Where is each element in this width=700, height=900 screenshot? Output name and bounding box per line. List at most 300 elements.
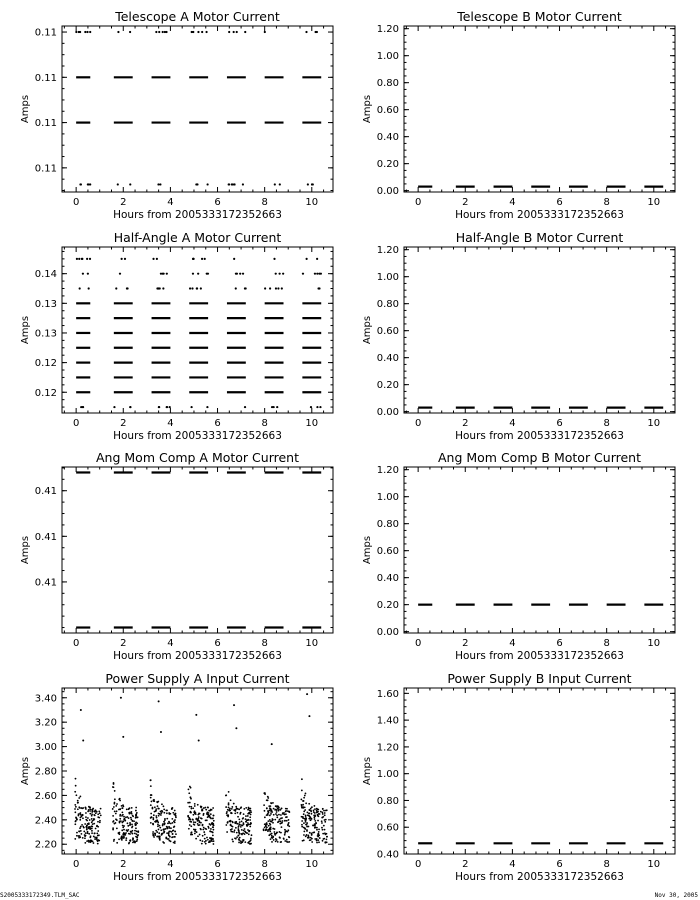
data-point [124,833,126,835]
data-point [271,837,273,839]
data-point [238,835,240,837]
data-point [82,273,84,275]
data-point [99,821,101,823]
data-point [131,830,133,832]
y-tick-label: 1.20 [376,742,399,754]
data-point [94,838,96,840]
data-point [202,809,204,811]
data-point [155,810,157,812]
data-point [158,406,160,408]
data-point [317,287,319,289]
data-point [275,838,277,840]
data-point [86,258,88,260]
data-point [77,808,79,810]
y-tick-label: 0.11 [34,27,57,39]
data-point [204,838,206,840]
data-point [301,778,303,780]
data-point [74,838,76,840]
data-point [86,825,88,827]
data-point [226,831,228,833]
data-point [208,810,210,812]
data-point [275,840,277,842]
y-tick-label: 0.41 [34,577,57,589]
data-point [244,31,246,33]
data-point [310,406,312,408]
data-point [206,819,208,821]
data-point [89,31,91,33]
data-point [159,839,161,841]
data-point [123,837,125,839]
data-point [76,832,78,834]
data-point [131,811,133,813]
data-point [318,831,320,833]
data-point [170,827,172,829]
y-tick-label: 3.40 [34,693,57,705]
data-point [319,406,321,408]
chart-title: Half-Angle A Motor Current [113,230,282,245]
data-point [302,806,304,808]
data-point [202,840,204,842]
data-point [88,826,90,828]
x-tick-label: 4 [167,638,174,649]
data-point [263,804,265,806]
data-point [136,812,138,814]
data-point [157,183,159,185]
data-point [243,823,245,825]
data-point [190,787,192,789]
data-point [271,841,273,843]
data-point [271,820,273,822]
y-tick-label: 0.40 [376,353,399,365]
data-point [276,811,278,813]
data-point [326,809,328,811]
y-tick-label: 0.12 [34,358,57,370]
data-point [232,822,234,824]
data-point [195,838,197,840]
data-point [159,287,161,289]
data-point [230,812,232,814]
plot-frame [404,26,675,192]
data-point [188,817,190,819]
data-point [315,822,317,824]
data-point [168,821,170,823]
data-point [234,822,236,824]
data-point [79,831,81,833]
data-point [78,258,80,260]
data-point [208,812,210,814]
data-point [276,832,278,834]
data-point [317,820,319,822]
data-point [269,819,271,821]
data-point [160,814,162,816]
data-point [156,287,158,289]
data-point [302,273,304,275]
data-point [115,813,117,815]
data-point [316,808,318,810]
data-point [91,832,93,834]
data-point [284,829,286,831]
x-tick-label: 10 [647,197,661,208]
data-point [153,814,155,816]
data-point [240,806,242,808]
data-point [202,835,204,837]
data-point [88,823,90,825]
data-point [306,830,308,832]
y-tick-label: 0.20 [376,380,399,392]
data-point [301,820,303,822]
data-point [99,812,101,814]
data-point [312,832,314,834]
data-point [201,818,203,820]
data-point [160,829,162,831]
data-point [130,813,132,815]
y-tick-label: 2.20 [34,839,57,851]
data-point [132,839,134,841]
data-point [249,826,251,828]
data-point [78,31,80,33]
data-point [274,183,276,185]
data-point-outlier [120,697,122,699]
data-point [209,817,211,819]
data-point [311,838,313,840]
data-point [194,813,196,815]
data-point [303,797,305,799]
data-point [173,826,175,828]
data-point [314,827,316,829]
data-point [129,822,131,824]
data-point [117,183,119,185]
y-axis-label: Amps [362,94,373,124]
data-point [204,841,206,843]
data-point [91,809,93,811]
data-point [77,800,79,802]
data-point [85,807,87,809]
data-point [190,812,192,814]
data-point [152,808,154,810]
data-point [196,287,198,289]
y-axis-label: Amps [20,756,31,786]
data-point [288,836,290,838]
data-point [323,825,325,827]
data-point [166,832,168,834]
data-point [93,814,95,816]
y-tick-label: 0.80 [376,299,399,311]
plot-frame [62,688,333,854]
data-point [310,839,312,841]
data-point [249,816,251,818]
data-point [286,808,288,810]
y-tick-label: 1.20 [376,465,399,477]
data-point [227,822,229,824]
plot-frame [404,247,675,413]
data-point [79,835,81,837]
data-point [120,820,122,822]
data-point [240,812,242,814]
data-point [150,794,152,796]
data-point [316,258,318,260]
data-point [240,841,242,843]
data-point [313,805,315,807]
data-point [303,813,305,815]
x-tick-label: 0 [72,638,80,649]
data-point [128,808,130,810]
data-point [242,273,244,275]
data-point [264,287,266,289]
data-point [99,820,101,822]
data-point [198,816,200,818]
data-point [306,812,308,814]
data-point [192,814,194,816]
data-point [85,816,87,818]
data-point [264,810,266,812]
data-point [265,823,267,825]
data-point [187,802,189,804]
data-point [236,836,238,838]
x-axis-label: Hours from 2005333172352663 [455,871,624,883]
data-point [286,839,288,841]
chart-ang-mom-b [362,450,675,662]
data-point [231,828,233,830]
data-point [304,795,306,797]
data-point [122,807,124,809]
x-tick-label: 2 [120,638,127,649]
x-axis-label: Hours from 2005333172352663 [455,650,624,662]
data-point [91,818,93,820]
data-point [85,812,87,814]
data-point [277,841,279,843]
x-tick-label: 6 [556,418,563,429]
data-point [169,813,171,815]
data-point [170,823,172,825]
data-point [165,31,167,33]
data-point [206,183,208,185]
data-point [161,803,163,805]
data-point [188,792,190,794]
x-tick-label: 8 [603,418,610,429]
data-point [159,835,161,837]
data-point [197,273,199,275]
data-point [226,812,228,814]
data-point [308,803,310,805]
data-point [87,183,89,185]
data-point [93,823,95,825]
data-point [203,807,205,809]
y-tick-label: 1.20 [376,24,399,36]
data-point [323,838,325,840]
data-point [135,827,137,829]
data-point [174,830,176,832]
data-point [280,809,282,811]
data-point [314,273,316,275]
data-point [314,818,316,820]
data-point [158,815,160,817]
x-tick-label: 10 [647,418,661,429]
data-point [129,31,131,33]
data-point [130,819,132,821]
data-point [205,843,207,845]
data-point [91,830,93,832]
data-point [228,802,230,804]
y-tick-label: 0.11 [34,163,57,175]
data-point [266,826,268,828]
data-point [314,808,316,810]
data-point [84,837,86,839]
data-point [206,837,208,839]
data-point [285,816,287,818]
data-point [75,806,77,808]
data-point [189,806,191,808]
data-point [210,839,212,841]
data-point [89,813,91,815]
data-point [87,273,89,275]
data-point [127,829,129,831]
data-point [316,406,318,408]
data-point [95,828,97,830]
data-point [87,817,89,819]
data-point [229,808,231,810]
data-point [130,817,132,819]
y-tick-label: 0.60 [376,546,399,558]
data-point [207,806,209,808]
data-point [311,834,313,836]
data-point [304,819,306,821]
x-tick-label: 6 [556,197,563,208]
data-point [266,829,268,831]
data-point [303,839,305,841]
data-point [316,827,318,829]
data-point [311,806,313,808]
data-point [97,830,99,832]
data-point [135,836,137,838]
data-point [167,827,169,829]
data-point [231,839,233,841]
data-point [172,836,174,838]
data-point [325,819,327,821]
x-tick-label: 2 [462,418,469,429]
y-tick-label: 0.00 [376,627,399,639]
data-point [74,808,76,810]
data-point [135,814,137,816]
x-tick-label: 8 [261,418,268,429]
data-point [119,818,121,820]
data-point [321,820,323,822]
chart-power-a [20,671,333,883]
data-point [206,406,208,408]
data-point [317,811,319,813]
y-tick-label: 0.20 [376,159,399,171]
data-point [284,840,286,842]
data-point [268,825,270,827]
data-point [167,822,169,824]
x-tick-label: 6 [214,418,221,429]
data-point [238,818,240,820]
data-point [306,822,308,824]
data-point [190,825,192,827]
data-point [129,183,131,185]
data-point [210,813,212,815]
data-point [100,808,102,810]
plot-frame [62,26,333,192]
data-point [136,839,138,841]
data-point [134,830,136,832]
y-tick-label: 0.80 [376,519,399,531]
data-point [152,817,154,819]
x-tick-label: 0 [414,859,422,870]
data-point [316,273,318,275]
data-point [322,840,324,842]
data-point [94,833,96,835]
data-point [305,793,307,795]
data-point [172,822,174,824]
chart-telescope-b [362,9,675,221]
data-point [233,258,235,260]
y-tick-label: 3.20 [34,717,57,729]
data-point [267,797,269,799]
data-point [135,824,137,826]
data-point [317,815,319,817]
data-point [304,809,306,811]
data-point [194,833,196,835]
chart-power-b [362,671,675,883]
data-point [317,835,319,837]
x-tick-label: 0 [72,859,80,870]
data-point [272,802,274,804]
data-point [96,836,98,838]
data-point [124,819,126,821]
data-point [269,823,271,825]
data-point [231,825,233,827]
data-point [156,820,158,822]
y-axis-label: Amps [20,315,31,345]
data-point [288,811,290,813]
data-point [188,788,190,790]
data-point [279,273,281,275]
data-point [134,841,136,843]
data-point [273,808,275,810]
data-point [75,794,77,796]
data-point [276,406,278,408]
data-point [152,799,154,801]
data-point [168,834,170,836]
x-axis-label: Hours from 2005333172352663 [113,650,282,662]
data-point [301,826,303,828]
data-point [213,843,215,845]
data-point [202,829,204,831]
x-tick-label: 10 [305,859,319,870]
data-point-outlier [308,715,310,717]
data-point [137,831,139,833]
data-point [282,820,284,822]
data-point [93,819,95,821]
data-point [249,810,251,812]
data-point [203,831,205,833]
data-point [154,832,156,834]
data-point [304,828,306,830]
data-point [302,817,304,819]
data-point [74,811,76,813]
data-point [157,836,159,838]
data-point [161,834,163,836]
data-point [269,287,271,289]
y-axis-label: Amps [362,535,373,565]
data-point [164,819,166,821]
data-point [270,813,272,815]
data-point [233,809,235,811]
data-point [153,836,155,838]
data-point [122,821,124,823]
data-point [311,813,313,815]
data-point [231,183,233,185]
